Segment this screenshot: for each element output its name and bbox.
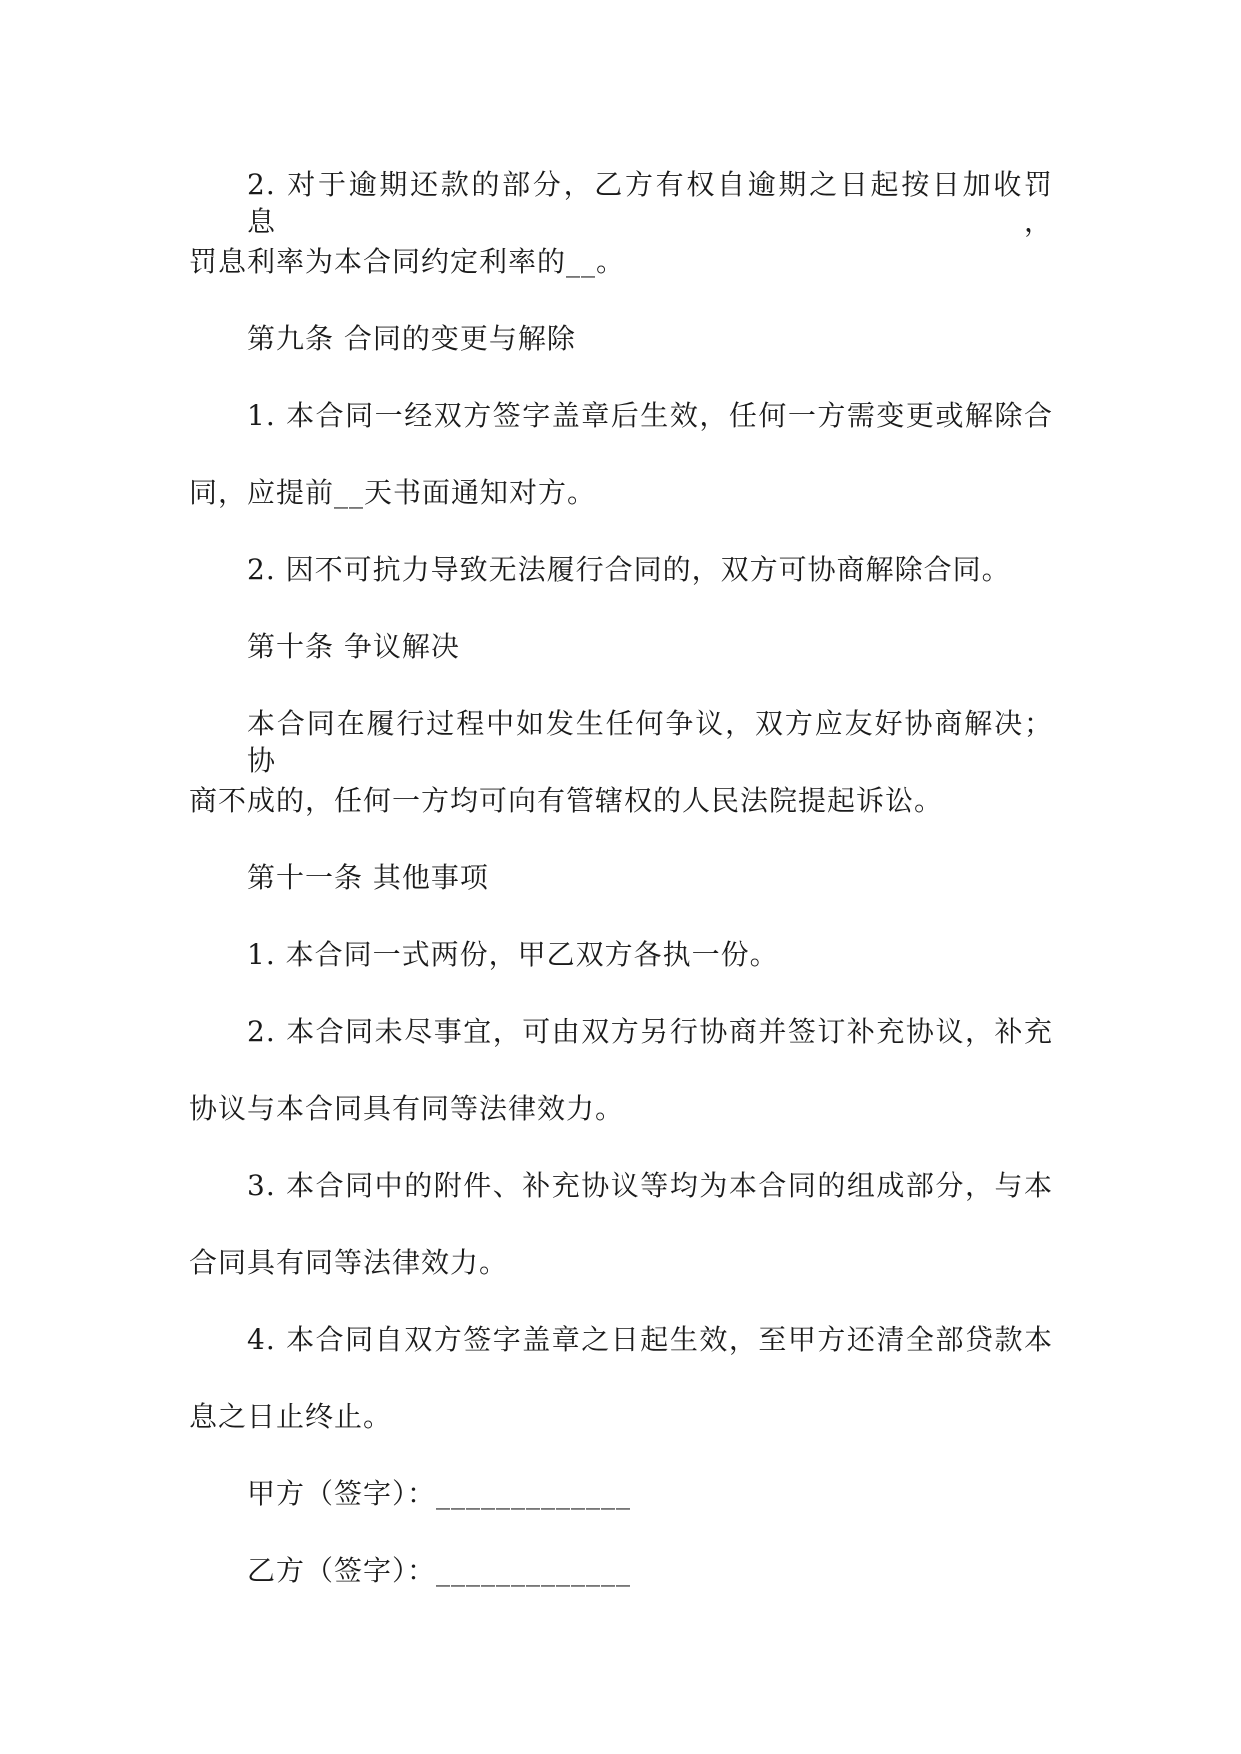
clause-9-item-2: 2. 因不可抗力导致无法履行合同的，双方可协商解除合同。 <box>247 553 1011 586</box>
party-a-signature-line: 甲方（签字）：_____________ <box>247 1477 632 1510</box>
clause-11-item-3-line-1: 3. 本合同中的附件、补充协议等均为本合同的组成部分，与本 <box>247 1169 1053 1202</box>
clause-9-item-1-line-2: 同，应提前__天书面通知对方。 <box>189 476 597 509</box>
contract-body <box>189 138 1053 1629</box>
clause-10-heading: 第十条 争议解决 <box>247 630 460 663</box>
clause-9-heading: 第九条 合同的变更与解除 <box>247 322 576 355</box>
clause-10-body-line-2: 商不成的，任何一方均可向有管辖权的人民法院提起诉讼。 <box>189 784 944 817</box>
clause-11-item-4-line-1: 4. 本合同自双方签字盖章之日起生效，至甲方还清全部贷款本 <box>247 1323 1053 1356</box>
clause-10-body-line-1: 本合同在履行过程中如发生任何争议，双方应友好协商解决；协 <box>247 707 1053 777</box>
clause-11-heading: 第十一条 其他事项 <box>247 861 489 894</box>
clause-8-item-2-line-1: 2. 对于逾期还款的部分，乙方有权自逾期之日起按日加收罚息， <box>247 168 1053 238</box>
clause-8-item-2-line-2: 罚息利率为本合同约定利率的__。 <box>189 245 626 278</box>
clause-11-item-2-line-1: 2. 本合同未尽事宜，可由双方另行协商并签订补充协议，补充 <box>247 1015 1053 1048</box>
clause-11-item-2-line-2: 协议与本合同具有同等法律效力。 <box>189 1092 625 1125</box>
clause-11-item-1: 1. 本合同一式两份，甲乙双方各执一份。 <box>247 938 779 971</box>
clause-9-item-1-line-1: 1. 本合同一经双方签字盖章后生效，任何一方需变更或解除合 <box>247 399 1053 432</box>
clause-11-item-3-line-2: 合同具有同等法律效力。 <box>189 1246 509 1279</box>
clause-11-item-4-line-2: 息之日止终止。 <box>189 1400 393 1433</box>
party-b-signature-line: 乙方（签字）：_____________ <box>247 1554 632 1587</box>
